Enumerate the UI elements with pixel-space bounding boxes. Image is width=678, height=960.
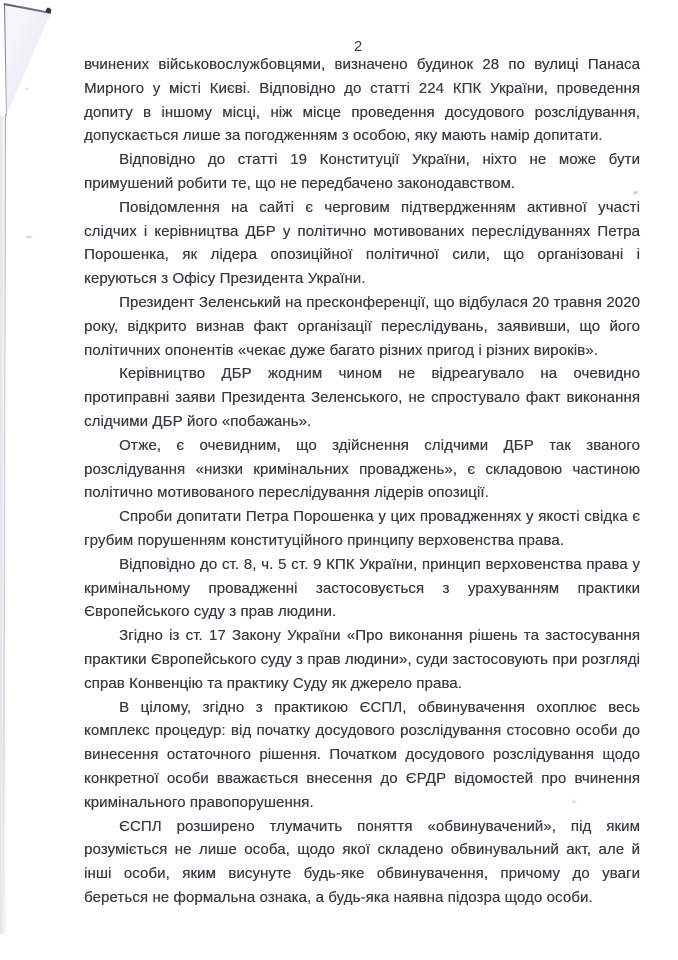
paragraph: Спроби допитати Петра Порошенка у цих провадженнях у якості свідка є грубим порушенням конституційного принципу верховенства права. (84, 508, 640, 549)
scan-speck (26, 236, 32, 238)
paragraph: Відповідно до ст. 8, ч. 5 ст. 9 КПК України, принцип верховенства права у кримінальному провадженні застосовується з урахуванням практики Європейського суду з прав людини. (84, 555, 640, 621)
fold-tip-dot (46, 8, 51, 13)
fold-top-edge (4, 3, 51, 14)
paragraph: ЄСПЛ розширено тлумачить поняття «обвинувачений», під яким розуміється не лише особа, щодо якої складено обвинувальний акт, але й інші особи, яким висунуте будь-яке обвинувачення, причому до уваги береться не формальна ознака, а будь-яка наявна підозра щодо особи. (84, 817, 640, 906)
paragraph: Президент Зеленський на пресконференції, що відбулася 20 травня 2020 року, відкрито визнав факт організації переслідувань, заявивши, що його політичних опонентів «чекає дуже багато різних пригод і різних вироків». (84, 293, 640, 359)
page-number: 2 (353, 38, 363, 55)
fold-left-edge (4, 3, 7, 116)
paragraph: вчинених військовослужбовцями, визначено будинок 28 по вулиці Панаса Мирного у місті Києві. Відповідно до статті 224 КПК України, проведення допиту в іншому місці, ніж місце проведення досудового розслідування, допускається лише за погодженням з особою, яку мають намір допитати. (84, 56, 640, 145)
paragraph: Згідно із ст. 17 Закону України «Про виконання рішень та застосування практики Європейського суду з прав людини», суди застосовують при розгляді справ Конвенцію та практику Суду як джерело права. (84, 627, 640, 692)
scan-speck (25, 88, 29, 90)
document-body (84, 53, 640, 910)
page-corner-fold (0, 0, 62, 122)
paragraph: Керівництво ДБР жодним чином не відреагувало на очевидно протиправні заяви Президента Зеленського, не спростувало факт виконання слідчими ДБР його «побажань». (84, 365, 640, 430)
fold-surface (0, 0, 62, 122)
paragraph: Отже, є очевидним, що здійснення слідчими ДБР так званого розслідування «низки кримінальних проваджень», є складовою частиною політично мотивованого переслідування лідерів опозиції. (84, 436, 640, 502)
page-edge-line (3, 114, 6, 914)
paragraph: В цілому, згідно з практикою ЄСПЛ, обвинувачення охоплює весь комплекс процедур: від початку досудового розслідування стосовно особи до винесення остаточного рішення. Початком досудового розслідування щодо конкретної особи вважається внесення до ЄРДР відомостей про вчинення кримінального правопорушення. (84, 698, 640, 811)
paragraph: Відповідно до статті 19 Конституції України, ніхто не може бути примушений робити те, що не передбачено законодавством. (84, 151, 640, 192)
paragraph: Повідомлення на сайті є черговим підтвердженням активної участі слідчих і керівництва ДБР у політично мотивованих переслідуваннях Петра Порошенка, як лідера опозиційної політичної сили, що організовані і керуються з Офісу Президента України. (84, 198, 640, 288)
page-edge-shading (0, 116, 7, 934)
